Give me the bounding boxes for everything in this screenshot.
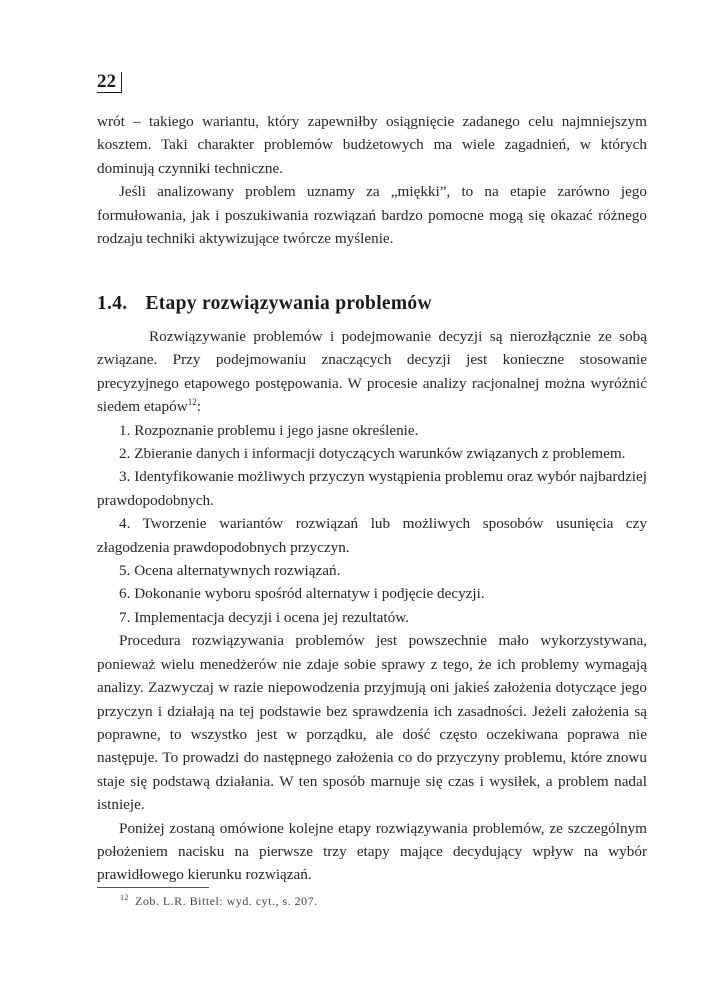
footnote-divider — [97, 887, 209, 888]
step-item: 6. Dokonanie wyboru spośród alternatyw i podjęcie decyzji. — [119, 585, 485, 603]
footnote-reference: 12 — [187, 397, 197, 408]
step-item: 5. Ocena alternatywnych rozwiązań. — [119, 562, 341, 580]
step-item: 4. Tworzenie wariantów rozwiązań lub możliwych sposobów usunięcia czy złagodzenia prawdopodobnych przyczyn. — [97, 515, 647, 556]
section-number: 1.4. — [97, 293, 128, 314]
section-lead-paragraph — [97, 325, 647, 419]
closing-paragraph: Poniżej zostaną omówione kolejne etapy rozwiązywania problemów, ze szczególnym położeniem nacisku na pierwsze trzy etapy mające decydujący wpływ na wybór prawidłowego kierunku rozwiązań. — [97, 819, 647, 884]
step-item: 7. Implementacja decyzji i ocena jej rezultatów. — [119, 608, 409, 626]
step-item: 2. Zbieranie danych i informacji dotyczących warunków związanych z problemem. — [119, 445, 626, 463]
closing-paragraph: Procedura rozwiązywania problemów jest powszechnie mało wykorzystywana, ponieważ wielu menedżerów nie zdaje sobie sprawy z tego, że ich problemy wymagają analizy. Zazwyczaj w razie niepowodzenia przyjmują oni jakieś założenia dotyczące jego przyczyn i działają na tej podstawie bez sprawdzenia ich zasadności. Jeżeli założenia są poprawne, to wszystko jest w porządku, ale dość często oczekiwana poprawa nie następuje. To prowadzi do następnego założenia co do przyczyny problemu, które znowu staje się podstawą działania. W ten sposób marnuje się czas i wysiłek, a problem nadal istnieje. — [97, 632, 647, 814]
footnote — [120, 894, 318, 909]
step-item: 1. Rozpoznanie problemu i jego jasne określenie. — [119, 421, 419, 439]
section-lead-suffix: : — [196, 398, 201, 416]
section-lead-text: Rozwiązywanie problemów i podejmowanie decyzji są nierozłącznie ze sobą związane. Przy podejmowaniu znaczących decyzji jest konieczne stosowanie precyzyjnego etapowego postępowania. W procesie analizy racjonalnej można wyróżnić siedem etapów — [97, 328, 647, 416]
page-number: 22 — [97, 72, 122, 93]
intro-paragraph: wrót – takiego wariantu, który zapewniłby osiągnięcie zadanego celu najmniejszym kosztem. Taki charakter problemów budżetowych ma wiele zagadnień, w których dominują czynniki techniczne. — [97, 113, 647, 177]
intro-paragraph: Jeśli analizowany problem uznamy za „miękki”, to na etapie zarówno jego formułowania, jak i poszukiwania rozwiązań bardzo pomocne mogą się okazać różnego rodzaju techniki aktywizujące twórcze myślenie. — [97, 183, 647, 248]
section-title: Etapy rozwiązywania problemów — [145, 293, 432, 314]
section-heading — [97, 293, 432, 315]
intro-text — [97, 110, 647, 250]
footnote-text: Zob. L.R. Bittel: wyd. cyt., s. 207. — [135, 894, 318, 908]
footnote-marker: 12 — [120, 893, 129, 902]
step-item: 3. Identyfikowanie możliwych przyczyn wystąpienia problemu oraz wybór najbardziej prawdopodobnych. — [97, 468, 647, 509]
section-body — [97, 325, 647, 887]
